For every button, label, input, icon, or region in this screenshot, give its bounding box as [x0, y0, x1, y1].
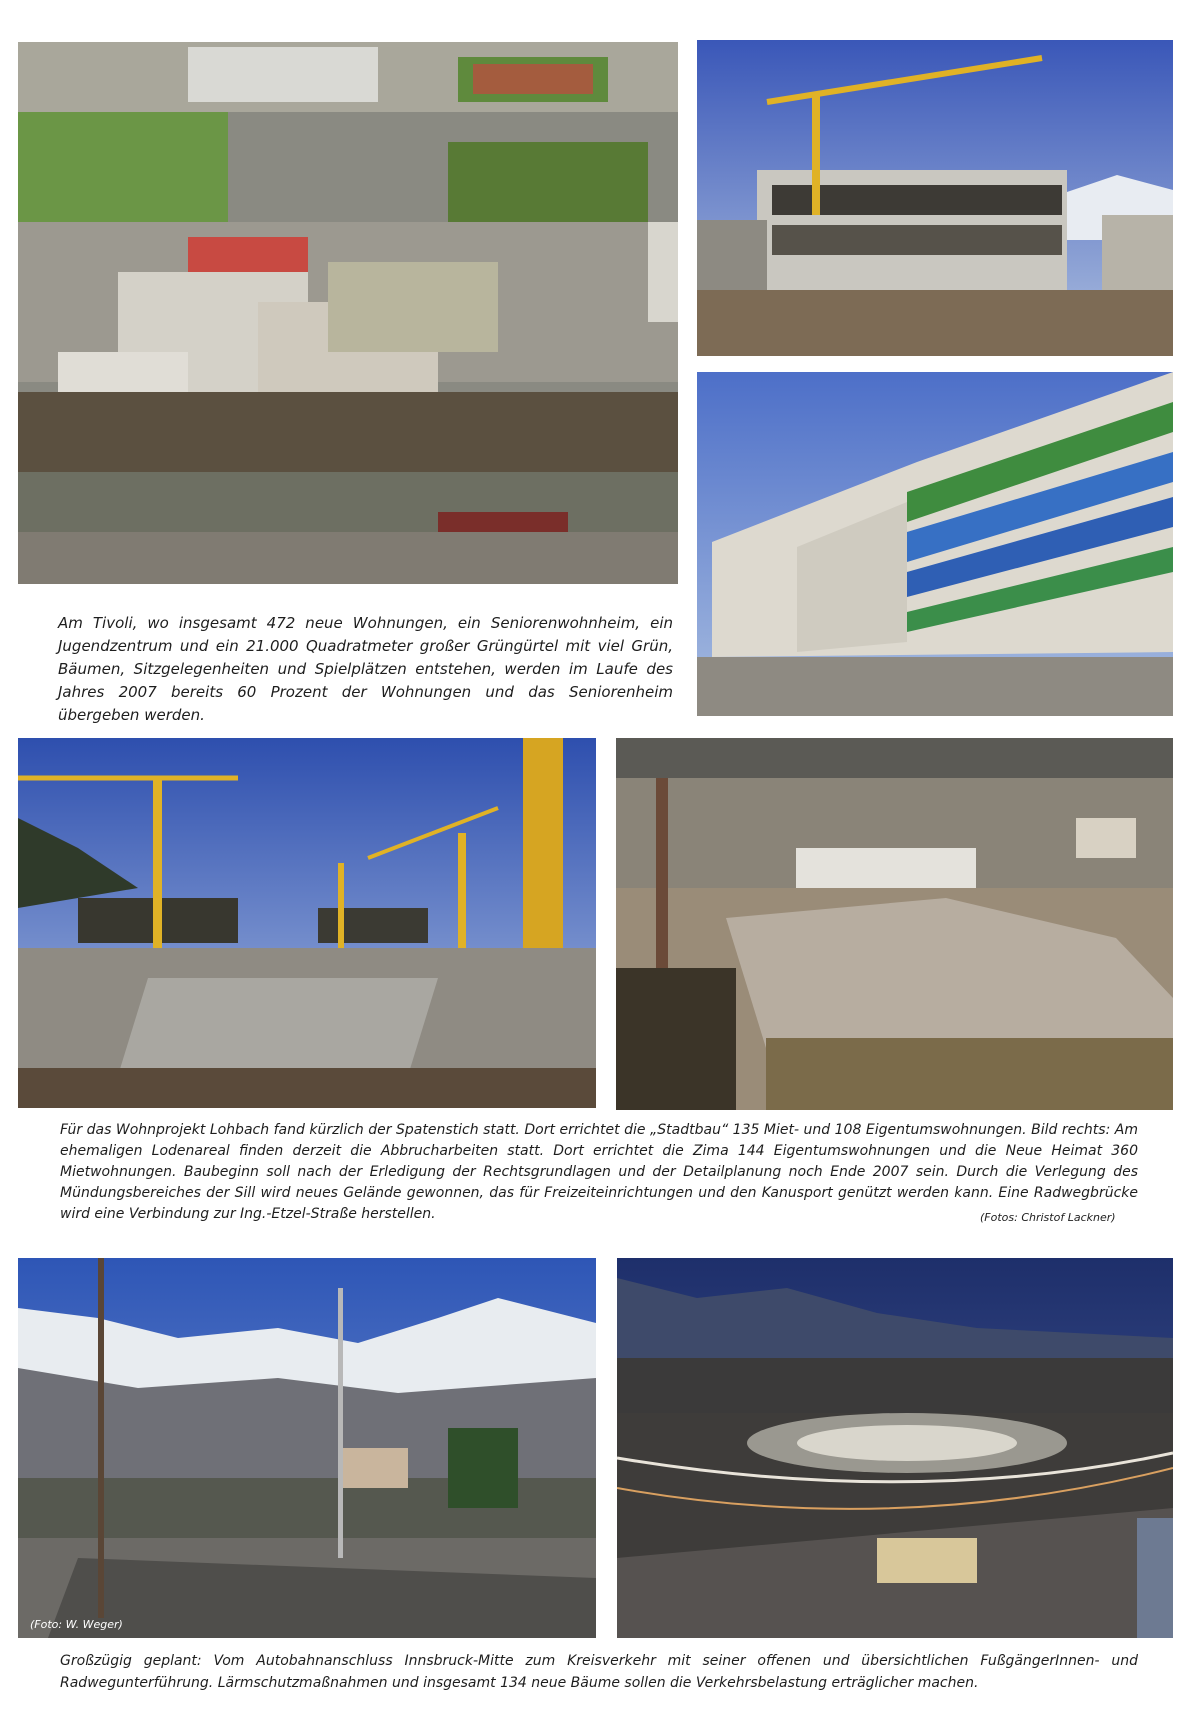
photo-balcony-building: [697, 372, 1173, 716]
photo-mountains-street: [18, 1258, 596, 1638]
photo-credit-lackner: (Fotos: Christof Lackner): [980, 1211, 1116, 1224]
photo-lohbach-construction: [18, 738, 596, 1108]
photo-aerial-tivoli: [18, 42, 678, 584]
caption-lohbach: Für das Wohnprojekt Lohbach fand kürzlich der Spatenstich statt. Dort errichtet die „Stadtbau“ 135 Miet- und 108 Eigentumswohnungen. Bild rechts: Am ehemaligen Lodenareal finden derzeit die Abbrucharbeiten statt. Dort errichtet die Zima 144 Eigentumswohnungen und die Neue Heimat 360 Mietwohnungen. Baubeginn soll nach der Erledigung der Rechtsgrundlagen und der Detailplanung noch Ende 2007 sein. Durch die Verlegung des Mündungsbereiches der Sill wird neues Gelände gewonnen, das für Freizeiteinrichtungen und den Kanusport genützt werden kann. Eine Radwegbrücke wird eine Verbindung zur Ing.-Etzel-Straße herstellen.: [60, 1122, 1138, 1222]
caption-autobahn: Großzügig geplant: Vom Autobahnanschluss Innsbruck-Mitte zum Kreisverkehr mit seiner offenen und übersichtlichen FußgängerInnen- und Radwegunterführung. Lärmschutzmaßnahmen und insgesamt 134 neue Bäume sollen die Verkehrsbelastung erträglicher machen.: [60, 1653, 1138, 1691]
photo-credit-weger: (Foto: W. Weger): [30, 1618, 123, 1631]
photo-lodenareal-demolition: [616, 738, 1173, 1110]
photo-building-crane: [697, 40, 1173, 356]
photo-roundabout-dusk: [617, 1258, 1173, 1638]
caption-tivoli: Am Tivoli, wo insgesamt 472 neue Wohnungen, ein Seniorenwohnheim, ein Jugendzentrum und ein 21.000 Quadratmeter großer Grüngürtel mit viel Grün, Bäumen, Sitzgelegenheiten und Spielplätzen entstehen, werden im Laufe des Jahres 2007 bereits 60 Prozent der Wohnungen und das Seniorenheim übergeben werden.: [58, 614, 673, 724]
